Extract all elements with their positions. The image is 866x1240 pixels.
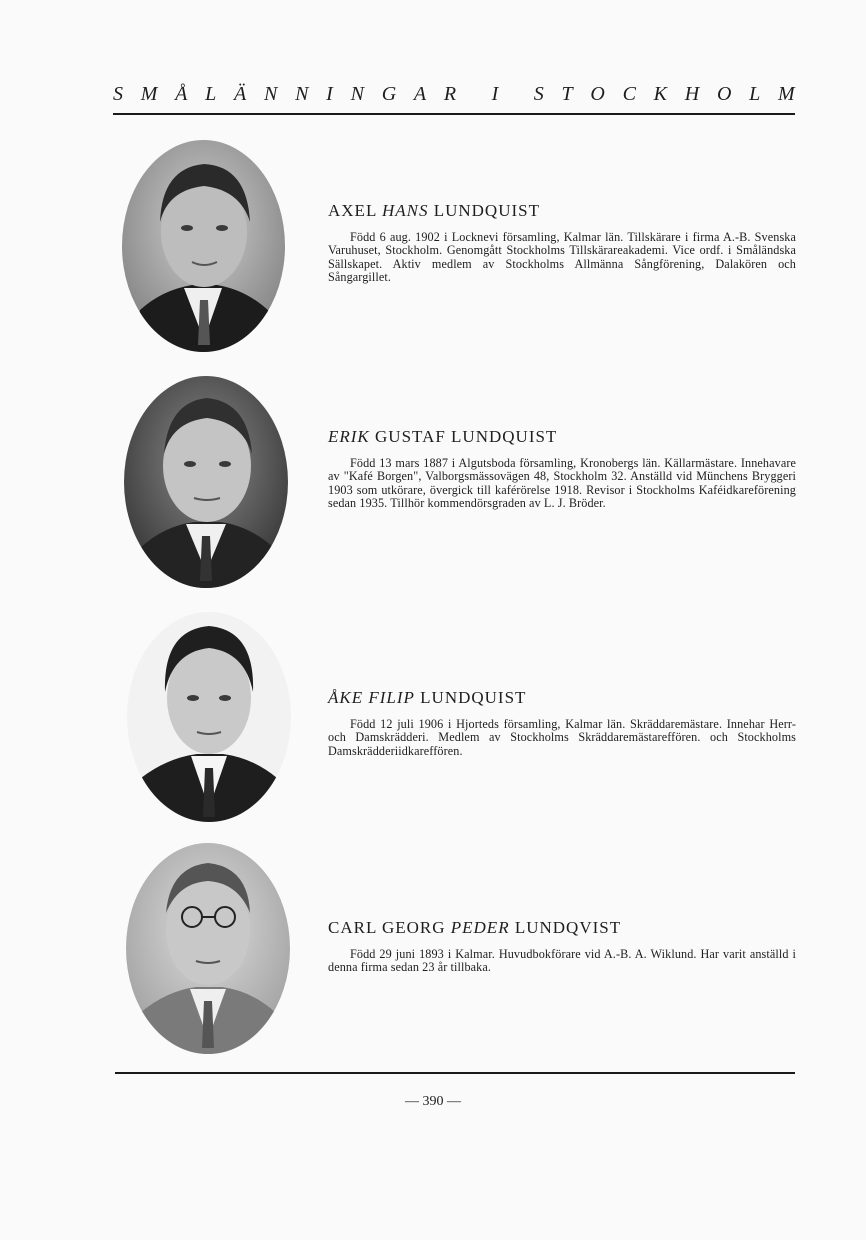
running-title-letter: M [778,83,795,105]
running-title-letter: Å [175,83,188,105]
running-title-letter: N [263,83,278,105]
running-title-letter: S [113,83,123,105]
running-title-letter: H [684,83,700,105]
biography-entry [328,427,796,510]
running-title [113,84,795,104]
portrait-photo [126,843,290,1054]
biography-text: Född 6 aug. 1902 i Locknevi församling, Kalmar län. Tillskärare i firma A.-B. Svenska Varuhuset, Stockholm. Genomgått Stockholms Tillskärareakademi. Vice ordf. i Småländska Sällskapet. Aktiv medlem av Stockholms Allmänna Sångförening, Dalakören och Sångargillet. [328,230,796,284]
running-title-letter: K [653,83,668,105]
header-rule [113,113,795,115]
biography-entry [328,201,796,284]
running-title-letter: G [381,83,397,105]
person-name: ERIK GUSTAF LUNDQUIST [328,427,558,446]
person-name: AXEL HANS LUNDQUIST [328,201,540,220]
biography-text: Född 13 mars 1887 i Algutsboda församling, Kronobergs län. Källarmästare. Innehavare av "Kafé Borgen", Valborgsmässovägen 48, Stockholm 32. Anställd vid Münchens Bryggeri 1903 som utkörare, övergick till kaférörelse 1918. Revisor i Stockholms Kaféidkareförening sedan 1935. Tillhör kommendörsgraden av L. J. Bröder. [328,456,796,510]
footer-rule [115,1072,795,1074]
running-title-letter: T [561,83,573,105]
running-title-letter: L [749,83,761,105]
running-title-letter: L [205,83,217,105]
running-title-letter: N [295,83,309,105]
portrait-photo [122,140,285,352]
page-number: — 390 — [405,1094,461,1109]
biography-text: Född 29 juni 1893 i Kalmar. Huvudbokförare vid A.-B. A. Wiklund. Har varit anställd i denna firma sedan 23 år tillbaka. [328,947,796,975]
running-title-letter: A [413,83,427,105]
person-name: CARL GEORG PEDER LUNDQVIST [328,918,622,937]
running-title-letter: R [443,83,457,105]
person-name: ÅKE FILIP LUNDQUIST [328,688,527,707]
running-title-letter: N [350,83,364,105]
portrait-photo [124,376,288,588]
running-title-letter: Ä [234,83,247,105]
running-title-letter: S [533,83,544,105]
biography-text: Född 12 juli 1906 i Hjorteds församling, Kalmar län. Skräddaremästare. Innehar Herr- och Damskrädderi. Medlem av Stockholms Skräddaremästareffören. och Stockholms Damskrädderiidkareffören. [328,717,796,758]
portrait-photo [127,612,291,822]
running-title-letter: M [140,83,158,105]
running-title-letter: I [491,83,499,105]
running-title-letter: I [326,83,333,105]
running-title-letter: O [716,83,732,105]
running-title-letter: C [622,83,636,105]
running-title-letter: O [590,83,605,105]
biography-entry [328,688,796,758]
biography-entry [328,918,796,975]
